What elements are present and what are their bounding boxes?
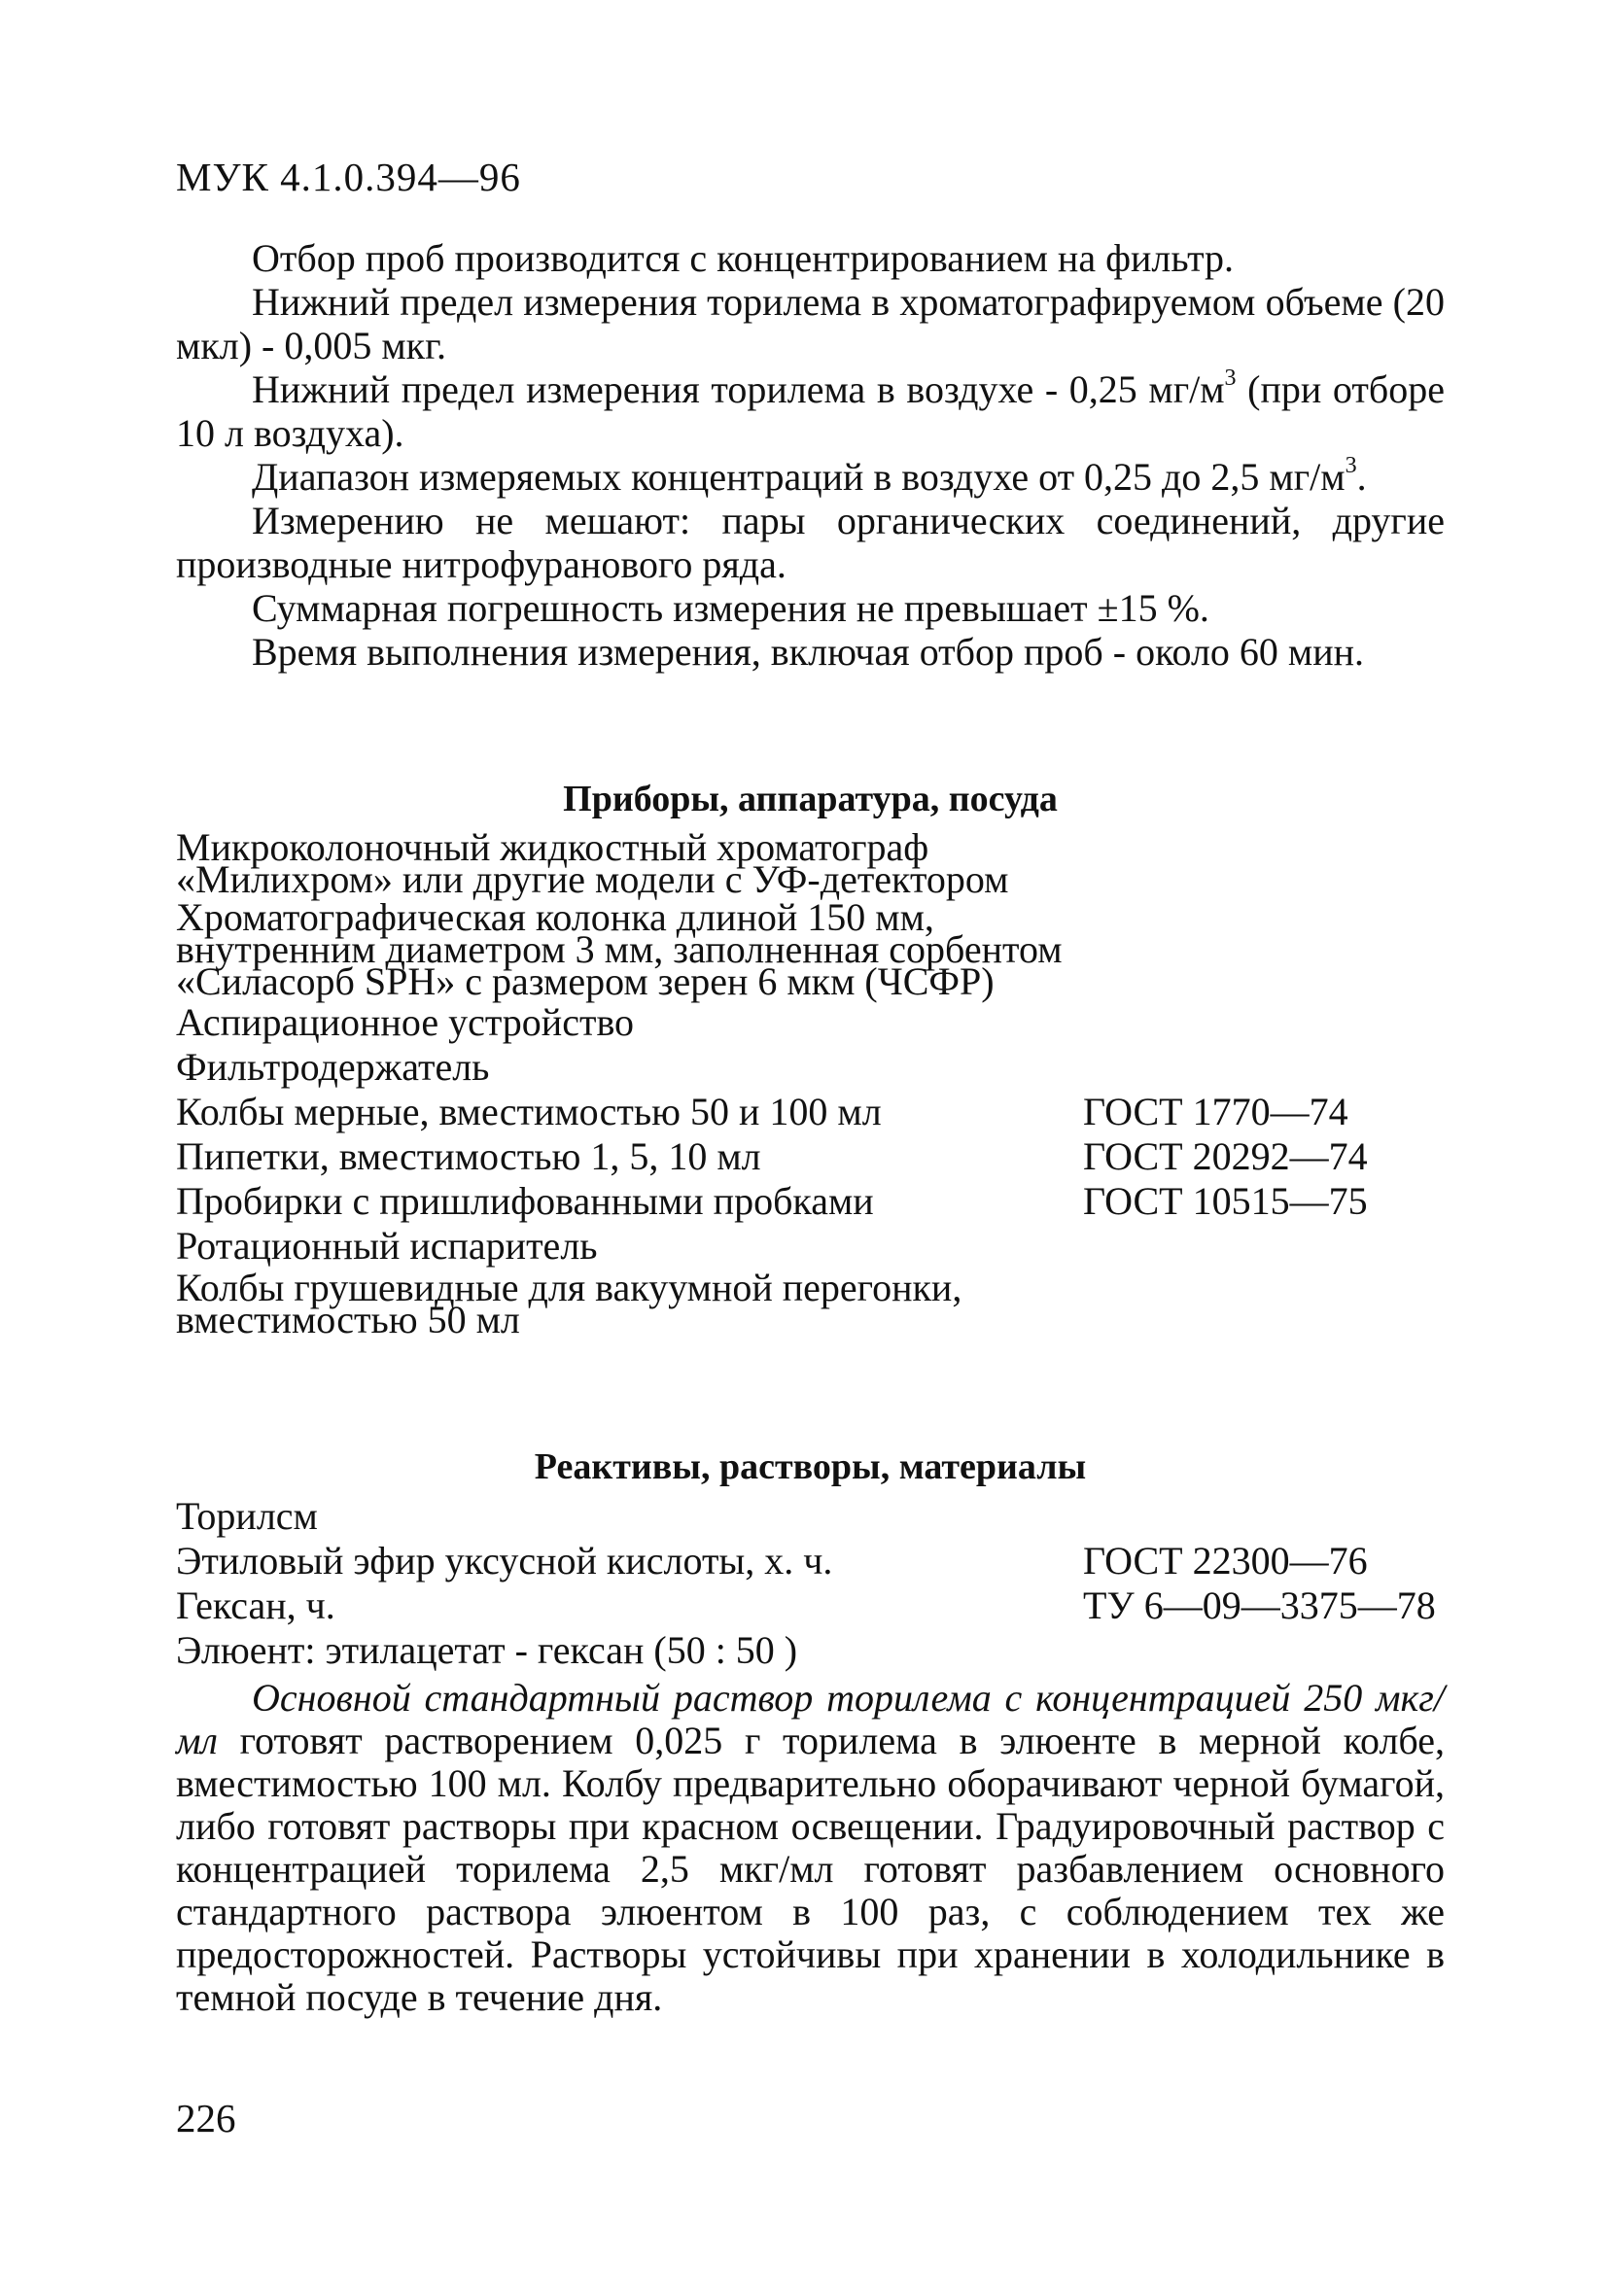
gost-reference: ГОСТ 22300—76 xyxy=(1083,1539,1368,1583)
list-item: Гексан, ч. ТУ 6—09—3375—78 xyxy=(176,1583,1436,1627)
paragraph: Диапазон измеряемых концентраций в воздухе от 0,25 до 2,5 $мг/м^3$. xyxy=(252,453,1367,499)
superscript: 3 xyxy=(1345,453,1357,478)
list-item: Колбы грушевидные для вакуумной перегонки, вместимостью 50 мл xyxy=(176,1266,962,1341)
standard-solution-paragraph: Основной стандартный раствор торилема с концентрацией 250 мкг/мл готовят растворением 0,025 г торилема в элюенте в мерной колбе, вместимостью 100 мл. Колбу предварительно оборачивают черной бумагой, либо готовят растворы при красном освещении. Градуировочный раствор с концентрацией торилема 2,5 мкг/мл готовят разбавлением основного стандартного раствора элюентом в 100 раз, с соблюдением тех же предосторожностей. Растворы устойчивы при хранении в холодильнике в темной посуде в течение дня. xyxy=(176,1676,1445,2019)
list-item: Хроматографическая колонка длиной 150 мм, внутренним диаметром 3 мм, заполненная сорбентом «Силасорб SPH» с размером зерен 6 мкм (ЧСФР) xyxy=(176,895,1063,1003)
equipment-list xyxy=(176,825,1445,1341)
equipment-section-title: Приборы, аппаратура, посуда xyxy=(563,779,1058,819)
list-item: Пипетки, вместимостью 1, 5, 10 мл ГОСТ 20292—74 xyxy=(176,1134,1368,1178)
list-item: Ротационный испаритель xyxy=(176,1224,598,1268)
paragraph: Время выполнения измерения, включая отбор проб - около 60 мин. xyxy=(252,630,1365,674)
paragraph: Нижний предел измерения торилема в хроматографируемом объеме (20 мкл) - 0,005 мкг. xyxy=(176,280,1445,367)
paragraph: Суммарная погрешность измерения не превышает ±15 %. xyxy=(252,586,1209,630)
list-item: Аспирационное устройство xyxy=(176,1000,635,1044)
list-item: Фильтродержатель xyxy=(176,1045,490,1089)
gost-reference: ГОСТ 1770—74 xyxy=(1083,1090,1348,1133)
paragraph: Нижний предел измерения торилема в воздухе - 0,25 $мг/м^3$ (при отборе 10 л воздуха). xyxy=(176,365,1445,455)
reagents-section-title: Реактивы, растворы, материалы xyxy=(534,1446,1087,1487)
reagents-list xyxy=(176,1494,1445,1676)
list-item: Торилсм xyxy=(176,1494,318,1538)
intro-section xyxy=(176,236,1445,674)
italic-term: Основной стандартный раствор торилема с концентрацией 250 мкг/мл xyxy=(176,1676,1445,1762)
page-number: 226 xyxy=(176,2096,236,2140)
list-item: Колбы мерные, вместимостью 50 и 100 мл ГОСТ 1770—74 xyxy=(176,1090,1348,1133)
superscript: 3 xyxy=(1224,365,1237,391)
paragraph: Измерению не мешают: пары органических соединений, другие производные нитрофуранового ряда. xyxy=(176,499,1445,586)
list-item: Микроколоночный жидкостный хроматограф «Милихром» или другие модели с УФ-детектором xyxy=(176,825,1009,901)
list-item: Элюент: этилацетат - гексан (50 : 50 ) xyxy=(176,1628,798,1672)
document-code-header: МУК 4.1.0.394—96 xyxy=(176,155,521,199)
list-item: Этиловый эфир уксусной кислоты, х. ч. ГОСТ 22300—76 xyxy=(176,1539,1368,1583)
gost-reference: ТУ 6—09—3375—78 xyxy=(1083,1583,1436,1627)
list-item: Пробирки с пришлифованными пробками ГОСТ 10515—75 xyxy=(176,1179,1368,1223)
gost-reference: ГОСТ 10515—75 xyxy=(1083,1179,1368,1223)
paragraph: Отбор проб производится с концентрированием на фильтр. xyxy=(252,236,1235,280)
gost-reference: ГОСТ 20292—74 xyxy=(1083,1134,1368,1178)
